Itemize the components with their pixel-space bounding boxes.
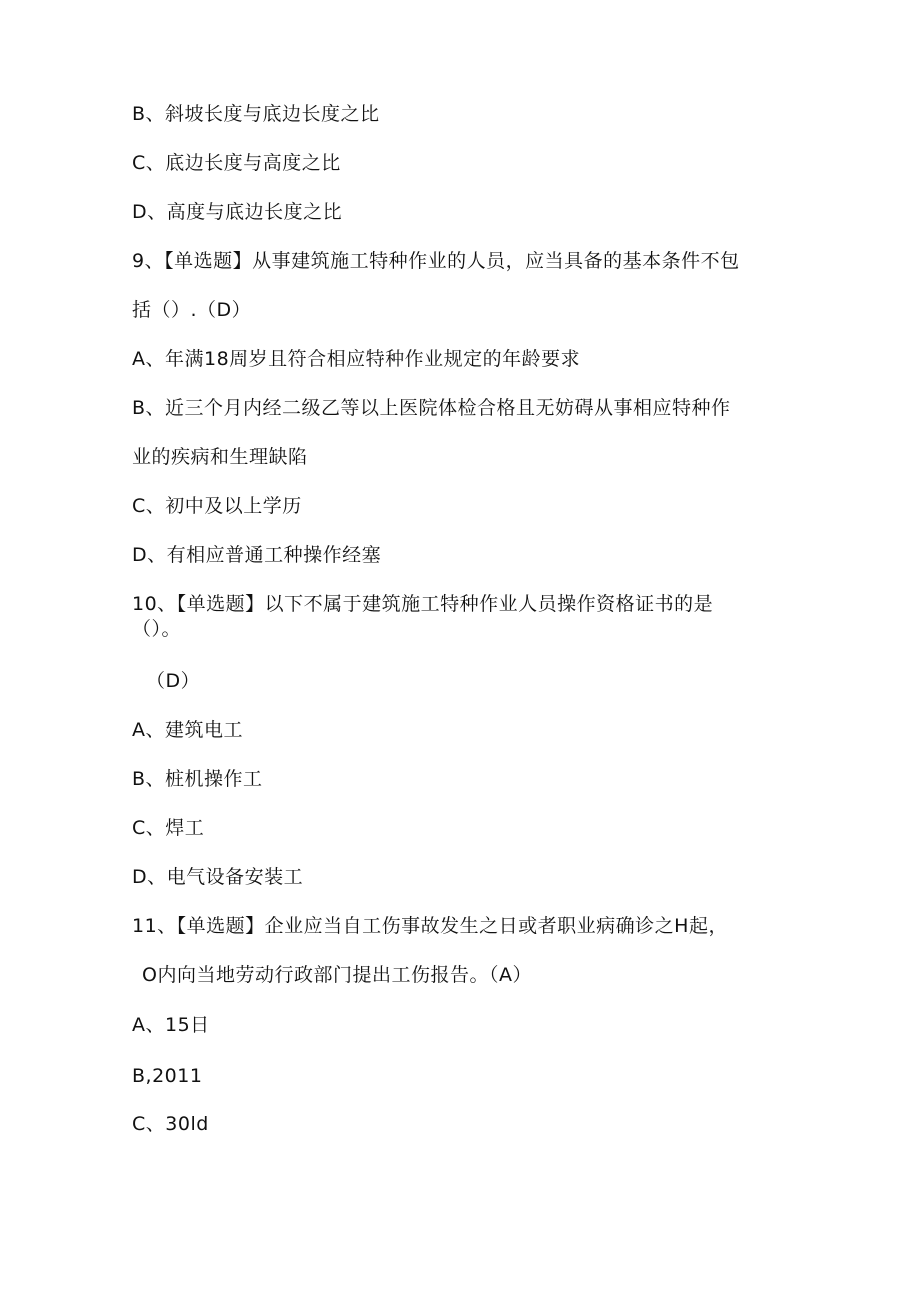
q11-stem-line-2: O内向当地劳动行政部门提出工伤报告。（A） bbox=[142, 964, 532, 986]
q10-stem-line-2: （）。 bbox=[132, 618, 182, 640]
q9-option-d: D、有相应普通工种操作经塞 bbox=[132, 544, 382, 566]
q10-option-c: C、焊工 bbox=[132, 817, 205, 839]
q10-option-b: B、桩机操作工 bbox=[132, 768, 263, 790]
q9-stem-line-1: 9、【单选题】从事建筑施工特种作业的人员，应当具备的基本条件不包 bbox=[132, 250, 740, 272]
q10-option-a: A、建筑电工 bbox=[132, 719, 243, 741]
q10-option-d: D、电气设备安装工 bbox=[132, 866, 304, 888]
q10-answer: （D） bbox=[146, 670, 201, 692]
q9-stem-line-2: 括（）.（D） bbox=[132, 299, 252, 321]
q9-option-b-line-1: B、近三个月内经二级乙等以上医院体检合格且无妨碍从事相应特种作 bbox=[132, 397, 731, 419]
q11-option-a: A、15日 bbox=[132, 1014, 210, 1036]
q8-option-d: D、高度与底边长度之比 bbox=[132, 201, 343, 223]
q10-stem-line-1: 10、【单选题】以下不属于建筑施工特种作业人员操作资格证书的是 bbox=[132, 593, 714, 615]
q11-stem-line-1: 11、【单选题】企业应当自工伤事故发生之日或者职业病确诊之H起， bbox=[132, 915, 728, 937]
q11-option-b: B,2011 bbox=[132, 1065, 203, 1087]
q8-option-b: B、斜坡长度与底边长度之比 bbox=[132, 103, 380, 125]
q9-option-a: A、年满18周岁且符合相应特种作业规定的年龄要求 bbox=[132, 348, 581, 370]
q8-option-c: C、底边长度与高度之比 bbox=[132, 152, 341, 174]
q11-option-c: C、30ld bbox=[132, 1113, 209, 1135]
q9-option-b-line-2: 业的疾病和生理缺陷 bbox=[132, 446, 308, 468]
q9-option-c: C、初中及以上学历 bbox=[132, 495, 302, 517]
